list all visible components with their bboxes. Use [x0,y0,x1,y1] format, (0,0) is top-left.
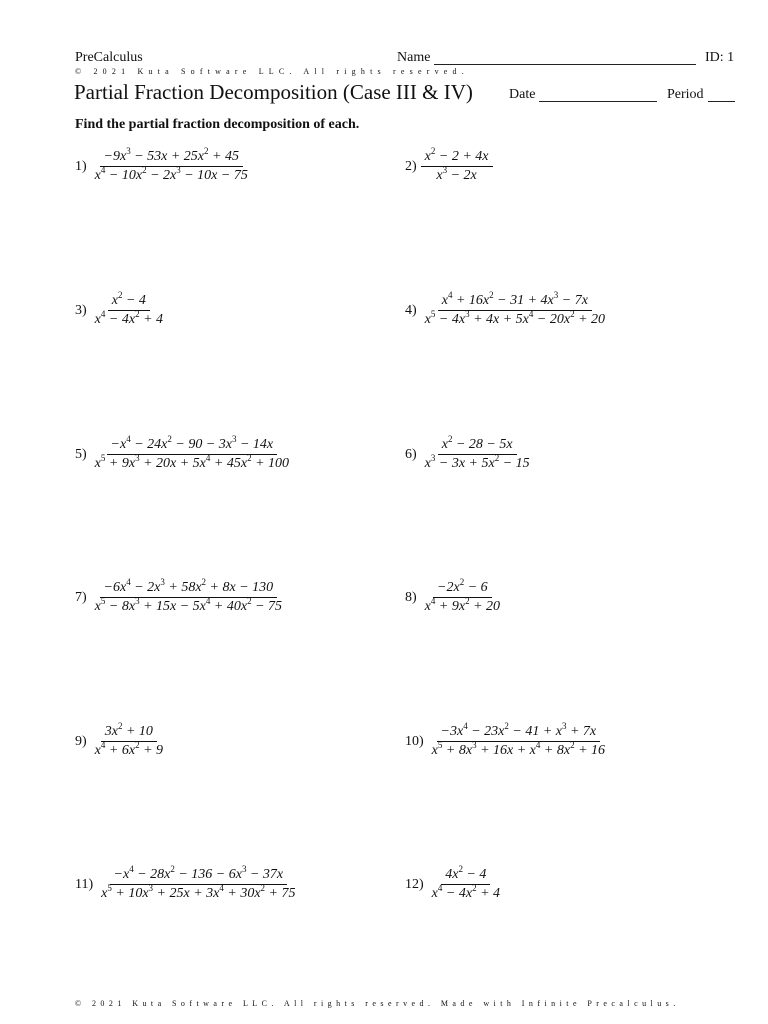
rational-expression [91,723,167,760]
date-field[interactable] [539,101,657,102]
numerator: $-9x^3 - 53x + 25x^2 + 45$ [100,148,243,167]
numerator: $-x^4 - 28x^2 - 136 - 6x^3 - 37x$ [110,866,288,885]
numerator: $3x^2 + 10$ [101,723,157,742]
problem-4 [405,292,609,329]
problem-number: 3) [75,302,87,318]
problem-number: 6) [405,446,417,462]
rational-expression [421,579,504,616]
denominator: $x^4 - 10x^2 - 2x^3 - 10x - 75$ [94,165,248,183]
denominator: $x^3 - 2x$ [436,165,477,183]
problem-5 [75,436,293,473]
denominator: $x^4 - 4x^2 + 4$ [94,309,164,327]
rational-expression [97,866,299,903]
numerator: $-2x^2 - 6$ [433,579,492,598]
instructions: Find the partial fraction decomposition of each. [75,117,360,132]
numerator: $x^2 - 4$ [108,292,150,311]
problem-1 [75,148,252,185]
numerator: $-3x^4 - 23x^2 - 41 + x^3 + 7x$ [437,723,601,742]
numerator: $-6x^4 - 2x^3 + 58x^2 + 8x - 130$ [100,579,278,598]
problem-number: 7) [75,589,87,605]
name-label: Name [397,50,431,65]
rational-expression [428,866,504,903]
problem-6 [405,436,534,473]
page-title: Partial Fraction Decomposition (Case III & IV) [74,80,473,104]
rational-expression [91,436,293,473]
problem-number: 4) [405,302,417,318]
denominator: $x^4 - 4x^2 + 4$ [431,883,501,901]
rational-expression [421,292,609,329]
period-label: Period [667,87,704,102]
rational-expression [91,148,252,185]
problem-11 [75,866,300,903]
problem-8 [405,579,504,616]
problem-number: 2) [405,158,417,174]
date-label: Date [509,87,536,102]
numerator: $x^4 + 16x^2 - 31 + 4x^3 - 7x$ [438,292,592,311]
problem-12 [405,866,504,903]
problem-2 [405,148,493,185]
problem-number: 1) [75,158,87,174]
problem-number: 11) [75,876,94,892]
rational-expression [91,579,286,616]
problem-number: 8) [405,589,417,605]
rational-expression [421,436,534,473]
course-name: PreCalculus [75,50,143,65]
denominator: $x^5 + 9x^3 + 20x + 5x^4 + 45x^2 + 100$ [94,453,290,471]
footer-copyright: © 2021 Kuta Software LLC. All rights reserved. Made with Infinite Precalculus. [75,999,680,1008]
rational-expression [428,723,609,760]
numerator: $-x^4 - 24x^2 - 90 - 3x^3 - 14x$ [107,436,278,455]
denominator: $x^4 + 9x^2 + 20$ [424,596,501,614]
header-copyright: © 2021 Kuta Software LLC. All rights reserved. [75,67,469,76]
denominator: $x^5 - 4x^3 + 4x + 5x^4 - 20x^2 + 20$ [424,309,606,327]
denominator: $x^5 - 8x^3 + 15x - 5x^4 + 40x^2 - 75$ [94,596,283,614]
worksheet-id: ID: 1 [705,50,735,65]
period-field[interactable] [708,101,735,102]
denominator: $x^4 + 6x^2 + 9$ [94,740,164,758]
problem-10 [405,723,609,760]
rational-expression [421,148,493,185]
denominator: $x^5 + 10x^3 + 25x + 3x^4 + 30x^2 + 75$ [101,883,296,901]
denominator: $x^3 - 3x + 5x^2 - 15$ [424,453,530,471]
rational-expression [91,292,167,329]
name-field[interactable] [434,64,696,65]
problem-number: 12) [405,876,424,892]
problem-3 [75,292,167,329]
problem-number: 9) [75,733,87,749]
problem-number: 5) [75,446,87,462]
numerator: $x^2 - 2 + 4x$ [421,148,493,167]
problem-number: 10) [405,733,424,749]
problem-9 [75,723,167,760]
problem-7 [75,579,286,616]
denominator: $x^5 + 8x^3 + 16x + x^4 + 8x^2 + 16$ [431,740,606,758]
numerator: $4x^2 - 4$ [441,866,490,885]
numerator: $x^2 - 28 - 5x$ [438,436,517,455]
